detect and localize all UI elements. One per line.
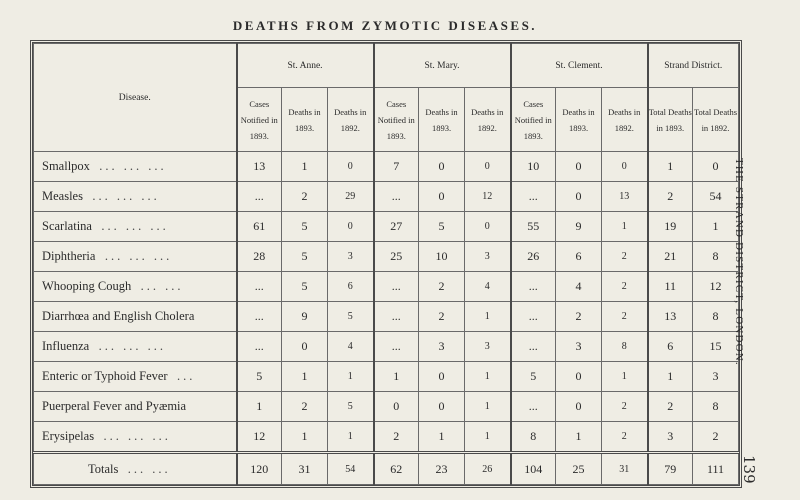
- group-header-st-anne: St. Anne.: [237, 44, 374, 88]
- value-cell: 12: [693, 272, 739, 302]
- leader-dots: ... ...: [140, 279, 184, 293]
- value-cell: 8: [693, 302, 739, 332]
- value-cell: 5: [282, 212, 328, 242]
- value-cell: 1: [556, 422, 602, 453]
- value-cell: 25: [374, 242, 419, 272]
- totals-row: [34, 453, 739, 485]
- table-row: [34, 272, 739, 302]
- table-row: [34, 152, 739, 182]
- subheader-deaths-1893: Deaths in 1893.: [282, 88, 328, 152]
- disease-name: Diphtheria: [42, 249, 96, 263]
- value-cell: 5: [282, 272, 328, 302]
- value-cell: 3: [556, 332, 602, 362]
- value-cell: 2: [602, 242, 648, 272]
- value-cell: 23: [419, 453, 465, 485]
- disease-name-cell: [34, 392, 237, 422]
- disease-name: Scarlatina: [42, 219, 92, 233]
- deaths-table-frame: [30, 40, 742, 488]
- value-cell: 5: [419, 212, 465, 242]
- group-header-st-clement: St. Clement.: [511, 44, 648, 88]
- value-cell: 5: [511, 362, 556, 392]
- subheader-cases: Cases Notified in 1893.: [237, 88, 282, 152]
- value-cell: 3: [693, 362, 739, 392]
- disease-name-cell: [34, 272, 237, 302]
- value-cell: 21: [648, 242, 693, 272]
- value-cell: 104: [511, 453, 556, 485]
- value-cell: 2: [556, 302, 602, 332]
- value-cell: 4: [465, 272, 511, 302]
- leader-dots: ... ... ...: [92, 189, 160, 203]
- value-cell: 2: [282, 182, 328, 212]
- value-cell: 31: [282, 453, 328, 485]
- value-cell: 13: [237, 152, 282, 182]
- value-cell: 2: [282, 392, 328, 422]
- value-cell: 1: [328, 422, 374, 453]
- value-cell: ...: [511, 182, 556, 212]
- value-cell: 1: [465, 362, 511, 392]
- disease-name: Diarrhœa and English Cholera: [42, 309, 195, 323]
- value-cell: 8: [511, 422, 556, 453]
- disease-name: Puerperal Fever and Pyæmia: [42, 399, 187, 413]
- value-cell: ...: [511, 332, 556, 362]
- value-cell: 2: [602, 302, 648, 332]
- value-cell: 2: [602, 392, 648, 422]
- value-cell: 8: [602, 332, 648, 362]
- value-cell: ...: [511, 392, 556, 422]
- group-header-strand-district: Strand District.: [648, 44, 739, 88]
- table-row: [34, 422, 739, 453]
- leader-dots: ... ...: [127, 461, 171, 476]
- value-cell: ...: [374, 182, 419, 212]
- value-cell: 2: [602, 272, 648, 302]
- value-cell: 15: [693, 332, 739, 362]
- value-cell: 1: [693, 212, 739, 242]
- value-cell: 2: [374, 422, 419, 453]
- value-cell: ...: [374, 302, 419, 332]
- value-cell: 1: [419, 422, 465, 453]
- value-cell: 6: [648, 332, 693, 362]
- page-number: 139: [740, 455, 758, 484]
- value-cell: ...: [237, 302, 282, 332]
- value-cell: 1: [465, 392, 511, 422]
- value-cell: 0: [556, 362, 602, 392]
- disease-name: Erysipelas: [42, 429, 95, 443]
- value-cell: 1: [602, 212, 648, 242]
- value-cell: 8: [693, 392, 739, 422]
- table-row: [34, 332, 739, 362]
- disease-name-cell: [34, 422, 237, 453]
- value-cell: 13: [648, 302, 693, 332]
- value-cell: 28: [237, 242, 282, 272]
- value-cell: 10: [419, 242, 465, 272]
- deaths-table: [33, 43, 739, 485]
- disease-name: Whooping Cough: [42, 279, 132, 293]
- disease-name-cell: [34, 242, 237, 272]
- subheader-deaths-1893: Deaths in 1893.: [556, 88, 602, 152]
- value-cell: 55: [511, 212, 556, 242]
- leader-dots: ... ... ...: [99, 159, 167, 173]
- value-cell: 1: [465, 302, 511, 332]
- leader-dots: ... ... ...: [101, 219, 169, 233]
- value-cell: 5: [328, 302, 374, 332]
- subheader-total-1893: Total Deaths in 1893.: [648, 88, 693, 152]
- value-cell: 26: [511, 242, 556, 272]
- value-cell: 3: [465, 242, 511, 272]
- value-cell: ...: [237, 272, 282, 302]
- disease-name-cell: [34, 302, 237, 332]
- leader-dots: ... ... ...: [104, 249, 173, 263]
- value-cell: 11: [648, 272, 693, 302]
- disease-name-cell: [34, 212, 237, 242]
- value-cell: 1: [648, 362, 693, 392]
- disease-name: Totals: [88, 461, 119, 476]
- value-cell: 2: [602, 422, 648, 453]
- value-cell: 25: [556, 453, 602, 485]
- table-row: [34, 362, 739, 392]
- value-cell: 29: [328, 182, 374, 212]
- value-cell: 2: [693, 422, 739, 453]
- subheader-cases: Cases Notified in 1893.: [511, 88, 556, 152]
- value-cell: 4: [556, 272, 602, 302]
- leader-dots: ... ... ...: [103, 429, 171, 443]
- value-cell: ...: [511, 302, 556, 332]
- value-cell: 0: [556, 392, 602, 422]
- group-header-st-mary: St. Mary.: [374, 44, 511, 88]
- value-cell: 26: [465, 453, 511, 485]
- value-cell: 6: [328, 272, 374, 302]
- leader-dots: ...: [176, 369, 196, 383]
- value-cell: 61: [237, 212, 282, 242]
- table-body: [34, 152, 739, 485]
- value-cell: 27: [374, 212, 419, 242]
- value-cell: 54: [693, 182, 739, 212]
- subheader-cases: Cases Notified in 1893.: [374, 88, 419, 152]
- disease-name: Influenza: [42, 339, 90, 353]
- value-cell: 1: [282, 362, 328, 392]
- value-cell: ...: [511, 272, 556, 302]
- value-cell: 0: [282, 332, 328, 362]
- page-title: DEATHS FROM ZYMOTIC DISEASES.: [232, 18, 538, 33]
- value-cell: 120: [237, 453, 282, 485]
- value-cell: 9: [556, 212, 602, 242]
- value-cell: 3: [328, 242, 374, 272]
- disease-name: Smallpox: [42, 159, 90, 173]
- table-row: [34, 302, 739, 332]
- value-cell: 7: [374, 152, 419, 182]
- value-cell: 1: [282, 422, 328, 453]
- subheader-total-1892: Total Deaths in 1892.: [693, 88, 739, 152]
- disease-name-cell: [34, 182, 237, 212]
- value-cell: 3: [419, 332, 465, 362]
- disease-name: Measles: [42, 189, 83, 203]
- value-cell: 31: [602, 453, 648, 485]
- value-cell: ...: [374, 332, 419, 362]
- value-cell: 0: [465, 152, 511, 182]
- value-cell: 1: [648, 152, 693, 182]
- value-cell: 0: [419, 392, 465, 422]
- disease-name-cell: [34, 453, 237, 485]
- value-cell: 0: [465, 212, 511, 242]
- value-cell: 1: [282, 152, 328, 182]
- value-cell: 2: [419, 272, 465, 302]
- value-cell: 54: [328, 453, 374, 485]
- value-cell: 5: [282, 242, 328, 272]
- value-cell: 10: [511, 152, 556, 182]
- value-cell: 0: [693, 152, 739, 182]
- value-cell: 0: [374, 392, 419, 422]
- value-cell: 0: [419, 152, 465, 182]
- value-cell: 0: [419, 182, 465, 212]
- value-cell: 0: [556, 152, 602, 182]
- value-cell: 2: [648, 182, 693, 212]
- value-cell: 111: [693, 453, 739, 485]
- table-row: [34, 182, 739, 212]
- value-cell: 79: [648, 453, 693, 485]
- value-cell: 62: [374, 453, 419, 485]
- value-cell: 3: [648, 422, 693, 453]
- table-row: [34, 242, 739, 272]
- value-cell: 1: [328, 362, 374, 392]
- disease-name: Enteric or Typhoid Fever: [42, 369, 168, 383]
- value-cell: 1: [237, 392, 282, 422]
- value-cell: 6: [556, 242, 602, 272]
- subheader-deaths-1892: Deaths in 1892.: [465, 88, 511, 152]
- value-cell: 0: [328, 152, 374, 182]
- value-cell: ...: [237, 332, 282, 362]
- value-cell: 2: [648, 392, 693, 422]
- value-cell: 4: [328, 332, 374, 362]
- value-cell: 2: [419, 302, 465, 332]
- value-cell: 9: [282, 302, 328, 332]
- value-cell: 1: [465, 422, 511, 453]
- subheader-deaths-1892: Deaths in 1892.: [328, 88, 374, 152]
- value-cell: 5: [328, 392, 374, 422]
- leader-dots: ... ... ...: [98, 339, 166, 353]
- value-cell: 5: [237, 362, 282, 392]
- table-row: [34, 392, 739, 422]
- subheader-deaths-1893: Deaths in 1893.: [419, 88, 465, 152]
- disease-name-cell: [34, 152, 237, 182]
- disease-column-header: Disease.: [34, 44, 237, 152]
- value-cell: 0: [419, 362, 465, 392]
- value-cell: 8: [693, 242, 739, 272]
- subheader-deaths-1892: Deaths in 1892.: [602, 88, 648, 152]
- value-cell: 12: [237, 422, 282, 453]
- value-cell: 3: [465, 332, 511, 362]
- value-cell: 13: [602, 182, 648, 212]
- value-cell: 19: [648, 212, 693, 242]
- value-cell: 0: [556, 182, 602, 212]
- value-cell: ...: [237, 182, 282, 212]
- value-cell: 0: [602, 152, 648, 182]
- value-cell: 0: [328, 212, 374, 242]
- disease-name-cell: [34, 362, 237, 392]
- value-cell: 1: [602, 362, 648, 392]
- disease-name-cell: [34, 332, 237, 362]
- table-row: [34, 212, 739, 242]
- value-cell: ...: [374, 272, 419, 302]
- value-cell: 1: [374, 362, 419, 392]
- value-cell: 12: [465, 182, 511, 212]
- side-running-title: THE STRAND DISTRICT, LONDON.: [733, 158, 745, 366]
